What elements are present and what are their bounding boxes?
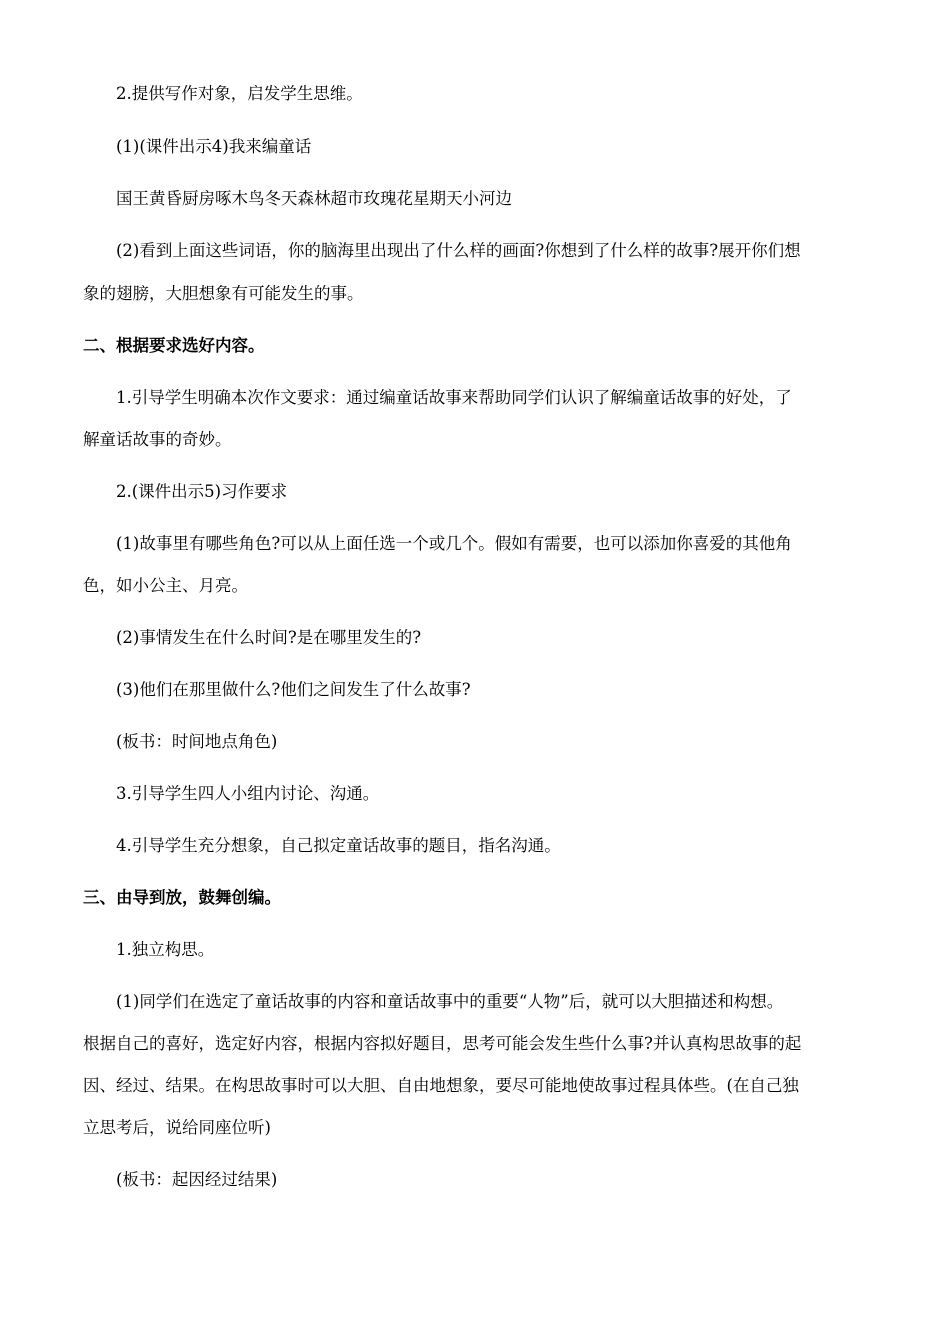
text-line: (1)故事里有哪些角色?可以从上面任选一个或几个。假如有需要，也可以添加你喜爱的其他角 xyxy=(116,534,792,553)
text-line: 色，如小公主、月亮。 xyxy=(83,576,248,595)
text-line: (1)(课件出示4)我来编童话 xyxy=(116,137,312,156)
text-line: 2.提供写作对象，启发学生思维。 xyxy=(116,84,363,103)
text-line: 1.独立构思。 xyxy=(116,940,215,959)
text-line: (板书：时间地点角色) xyxy=(116,732,278,751)
text-line: (1)同学们在选定了童话故事的内容和童话故事中的重要“人物”后，就可以大胆描述和构想。 xyxy=(116,992,784,1011)
section-heading: 三、由导到放，鼓舞创编。 xyxy=(83,888,281,907)
text-line: (2)事情发生在什么时间?是在哪里发生的? xyxy=(116,628,422,647)
text-line: 象的翅膀，大胆想象有可能发生的事。 xyxy=(83,284,364,303)
text-line: 国王黄昏厨房啄木鸟冬天森林超市玫瑰花星期天小河边 xyxy=(116,189,512,208)
text-line: (板书：起因经过结果) xyxy=(116,1170,278,1189)
text-line: 立思考后，说给同座位听) xyxy=(83,1118,271,1137)
text-line: 1.引导学生明确本次作文要求：通过编童话故事来帮助同学们认识了解编童话故事的好处，了 xyxy=(116,388,792,407)
text-line: (2)看到上面这些词语，你的脑海里出现出了什么样的画面?你想到了什么样的故事?展开你们想 xyxy=(116,241,801,260)
text-line: 3.引导学生四人小组内讨论、沟通。 xyxy=(116,784,380,803)
text-line: 解童话故事的奇妙。 xyxy=(83,430,232,449)
text-line: 因、经过、结果。在构思故事时可以大胆、自由地想象，要尽可能地使故事过程具体些。(在自己独 xyxy=(83,1076,799,1095)
text-line: 4.引导学生充分想象，自己拟定童话故事的题目，指名沟通。 xyxy=(116,836,561,855)
text-line: 2.(课件出示5)习作要求 xyxy=(116,482,288,501)
section-heading: 二、根据要求选好内容。 xyxy=(83,336,265,355)
text-line: (3)他们在那里做什么?他们之间发生了什么故事? xyxy=(116,680,471,699)
text-line: 根据自己的喜好，选定好内容，根据内容拟好题目，思考可能会发生些什么事?并认真构思故事的起 xyxy=(83,1034,802,1053)
